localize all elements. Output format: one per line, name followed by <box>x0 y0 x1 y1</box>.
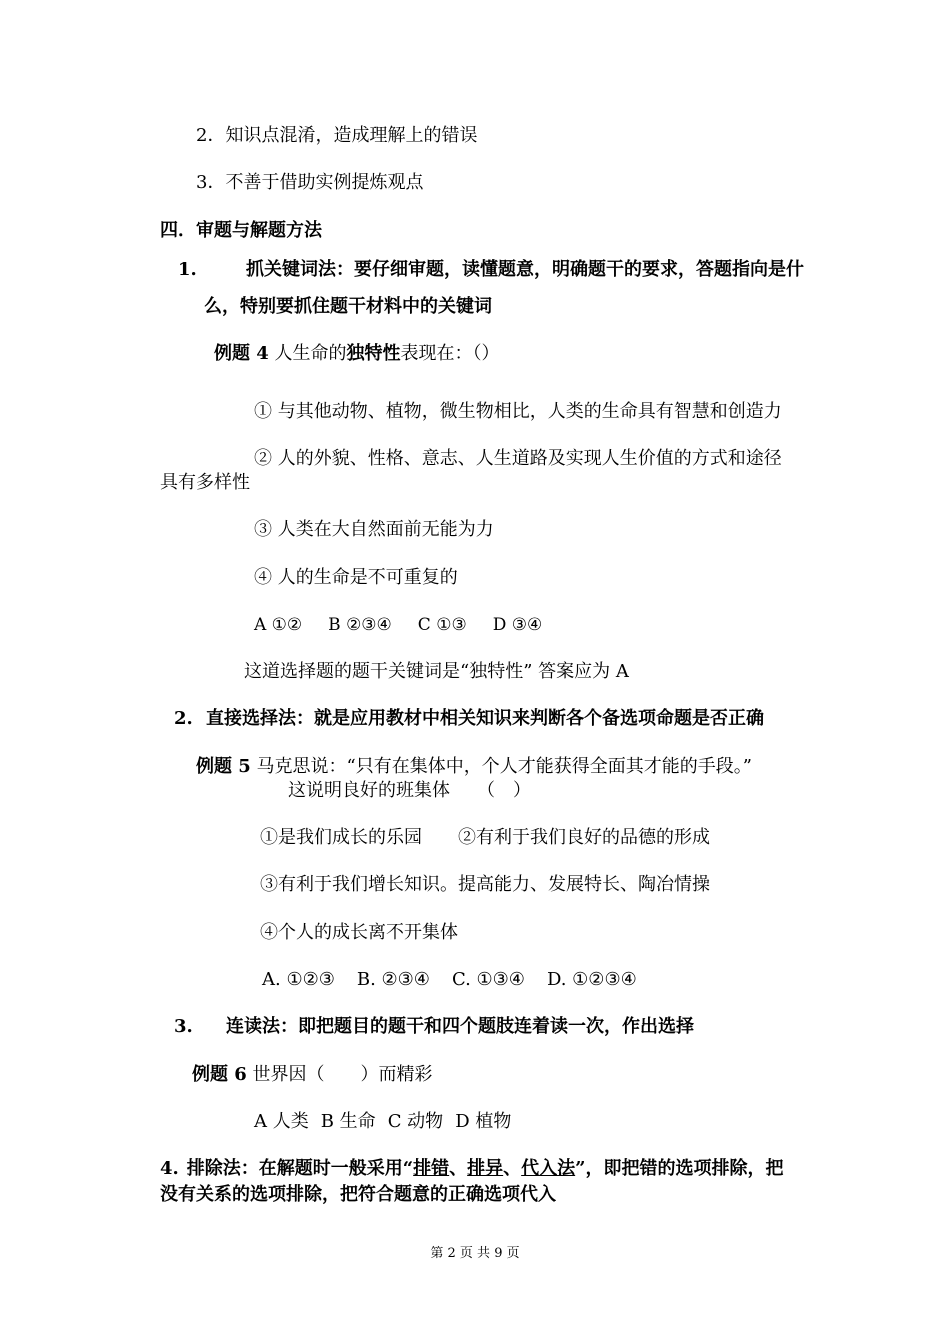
method-2-text: 直接选择法：就是应用教材中相关知识来判断各个备选项命题是否正确 <box>206 708 764 729</box>
example-4-option-2-line2: 具有多样性 <box>160 472 250 493</box>
example-4-choices <box>254 613 542 637</box>
example-5-label: 例题 5 <box>196 756 251 777</box>
example-6-choice-a: A 人类 <box>254 1111 309 1132</box>
example-6-stem-text: 世界因（ ）而精彩 <box>246 1064 433 1085</box>
example-5-option-4: ④个人的成长离不开集体 <box>260 922 458 943</box>
section-heading: 四．审题与解题方法 <box>160 220 322 241</box>
list-item-3: 3．不善于借助实例提炼观点 <box>196 172 424 193</box>
example-4-option-1: ① 与其他动物、植物，微生物相比，人类的生命具有智慧和创造力 <box>254 401 782 422</box>
example-5-stem-line2: 这说明良好的班集体 （ ） <box>288 780 531 801</box>
method-3-text: 连读法：即把题目的题干和四个题肢连着读一次，作出选择 <box>226 1016 694 1037</box>
method-4-term-2: 排异 <box>467 1158 504 1179</box>
page-footer: 第 2 页 共 9 页 <box>430 1246 520 1261</box>
method-4-text-b: ”，即把错的选项排除，把 <box>575 1158 784 1179</box>
example-4-keyword: 独特性 <box>346 343 401 364</box>
example-4-choice-d: D ③④ <box>492 615 543 635</box>
method-1-number: 1. <box>178 259 197 280</box>
example-5-choice-b: B. ②③④ <box>356 969 430 990</box>
method-4-term-1: 排错 <box>413 1158 450 1179</box>
example-5-choice-c: C. ①③④ <box>451 969 525 990</box>
example-5-options-row1 <box>260 826 710 850</box>
method-4-text-a: 排除法：在解题时一般采用“ <box>186 1158 414 1179</box>
example-6-choices <box>254 1110 511 1134</box>
example-4-choice-a: A ①② <box>254 615 303 635</box>
example-4-note: 这道选择题的题干关键词是“独特性” 答案应为 A <box>244 661 629 682</box>
example-5-stem-line1 <box>196 755 752 779</box>
method-4-number: 4. <box>160 1158 179 1179</box>
example-5-option-1: ①是我们成长的乐园 <box>260 827 422 848</box>
method-2-number: 2. <box>174 708 193 729</box>
method-4-line2: 没有关系的选项排除，把符合题意的正确选项代入 <box>160 1184 556 1205</box>
method-3-number: 3. <box>174 1016 193 1037</box>
example-4-option-4: ④ 人的生命是不可重复的 <box>254 567 458 588</box>
method-4-term-3: 代入法 <box>521 1158 576 1179</box>
example-6-choice-c: C 动物 <box>387 1111 444 1132</box>
method-4-line1 <box>160 1157 784 1181</box>
example-5-choices <box>262 968 637 992</box>
example-4-label: 例题 4 <box>214 343 269 364</box>
example-4-choice-b: B ②③④ <box>328 615 392 635</box>
method-1-text-line2: 么，特别要抓住题干材料中的关键词 <box>204 296 492 317</box>
example-6-choice-b: B 生命 <box>320 1111 376 1132</box>
method-4-sep-2: 、 <box>503 1158 522 1179</box>
example-5-option-3: ③有利于我们增长知识。提高能力、发展特长、陶冶情操 <box>260 874 710 895</box>
example-6-label: 例题 6 <box>192 1064 247 1085</box>
method-4-sep-1: 、 <box>449 1158 468 1179</box>
example-4-option-3: ③ 人类在大自然面前无能为力 <box>254 519 494 540</box>
example-4-stem-a: 人生命的 <box>268 343 347 364</box>
example-6-choice-d: D 植物 <box>455 1111 512 1132</box>
example-5-stem-text: 马克思说：“只有在集体中，个人才能获得全面其才能的手段。” <box>250 756 752 777</box>
method-1-text-line1: 抓关键词法：要仔细审题，读懂题意，明确题干的要求，答题指向是什 <box>246 259 804 280</box>
list-item-2: 2．知识点混淆，造成理解上的错误 <box>196 125 478 146</box>
example-6-stem <box>192 1063 433 1087</box>
example-5-choice-a: A. ①②③ <box>262 969 335 990</box>
example-5-option-2: ②有利于我们良好的品德的形成 <box>458 827 710 848</box>
example-4-stem <box>214 342 500 366</box>
example-4-stem-b: 表现在：（） <box>400 343 500 364</box>
example-4-option-2-line1: ② 人的外貌、性格、意志、人生道路及实现人生价值的方式和途径 <box>254 448 782 469</box>
example-5-choice-d: D. ①②③④ <box>546 969 637 990</box>
example-4-choice-c: C ①③ <box>417 615 467 635</box>
